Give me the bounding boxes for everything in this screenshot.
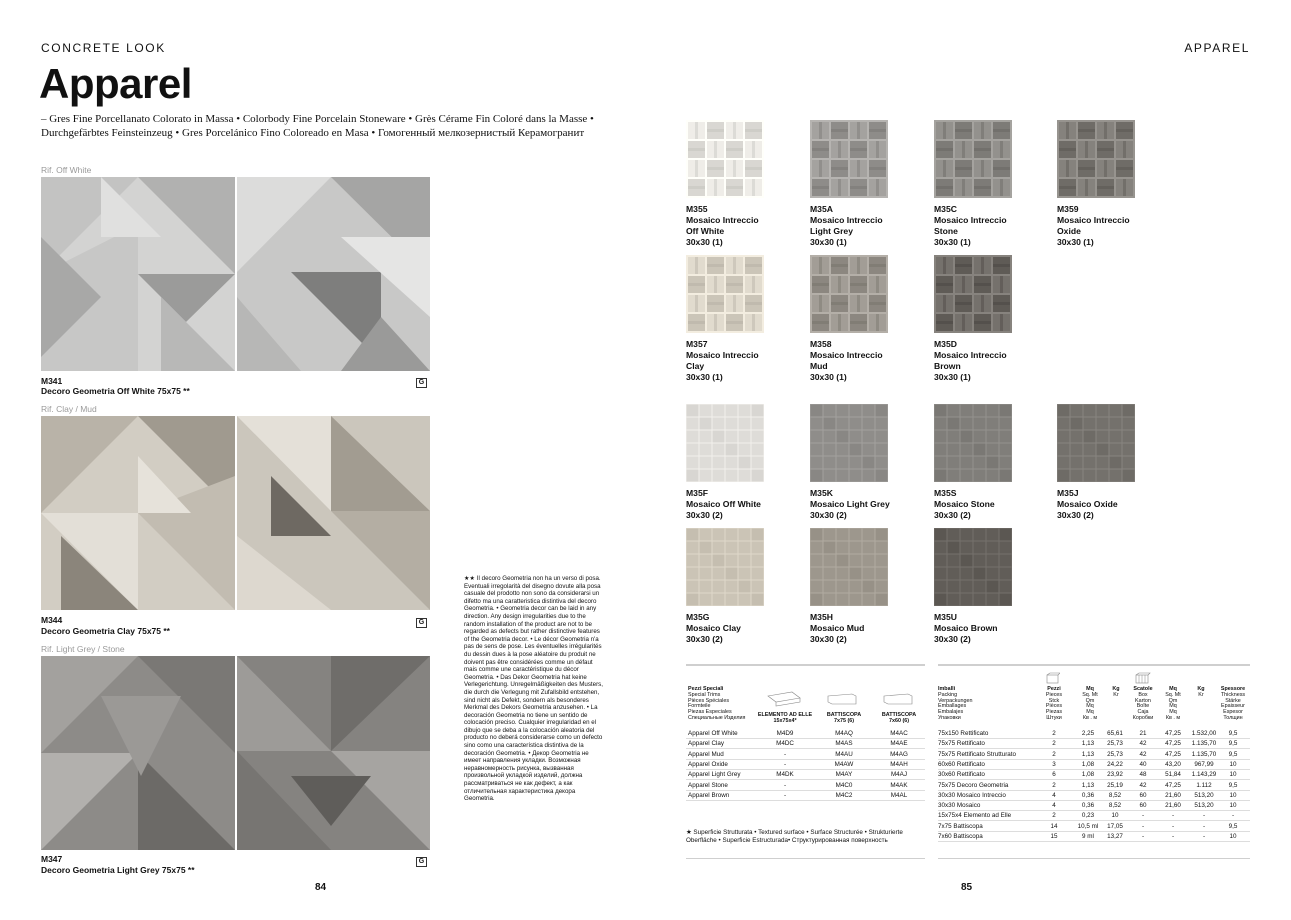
mosaic-label-l1: Mosaico Intreccio (810, 215, 883, 225)
table-cell: M4AJ (890, 771, 908, 779)
table-cell: 1.135,70 (1191, 750, 1217, 758)
table-cell: 10 (1229, 760, 1237, 768)
mosaic-label-l1: Mosaico Intreccio (1057, 215, 1130, 225)
table-row (938, 770, 1250, 780)
mosaic-label-l1: Mosaico Intreccio (934, 350, 1007, 360)
row-name: 75x75 Rettificato (938, 740, 985, 748)
table-cell: 10 (1229, 771, 1237, 779)
special-trims-header: Pezzi Speciali Special Trims Pièces Spéciales Formteile Piezas Especiales Специальные Изделия (688, 686, 746, 721)
table-cell: 60 (1139, 791, 1147, 799)
row-name: 75x75 Decoro Geometria (938, 781, 1009, 789)
decor-photo-clay (41, 416, 430, 610)
grid-mosaic-label-size: 30x30 (2) (1057, 510, 1094, 520)
packing-col-sub: Штуки (1046, 714, 1062, 721)
grid-mosaic-label (1057, 488, 1167, 521)
decor-name: Decoro Geometria Light Grey 75x75 ** (41, 865, 195, 875)
packing-col-header (1216, 687, 1250, 722)
table-cell: 1.135,70 (1191, 740, 1217, 748)
table-cell: 1,08 (1081, 760, 1095, 768)
packing-col-sub: Kг (1198, 691, 1204, 698)
grid-mosaic-label-l1: Mosaico Clay (686, 623, 741, 633)
table-row (938, 801, 1250, 811)
grid-mosaic-swatch (686, 404, 764, 482)
table-top-rule (938, 664, 1250, 666)
table-cell: 3 (1052, 760, 1056, 768)
table-row (686, 760, 925, 770)
grid-mosaic-label (810, 612, 920, 645)
table-cell: 9,5 (1228, 822, 1238, 830)
page-header-right: APPAREL (1184, 41, 1250, 55)
table-cell: 513,20 (1194, 791, 1214, 799)
table-cell: 10,5 ml (1077, 822, 1099, 830)
grid-mosaic-label-size: 30x30 (2) (934, 634, 971, 644)
mosaic-label (810, 204, 920, 248)
table-row (938, 781, 1250, 791)
table-cell: 1,13 (1081, 750, 1095, 758)
row-name: 7x60 Battiscopa (938, 833, 983, 840)
g-badge: G (416, 857, 427, 867)
mosaic-label (810, 339, 920, 383)
packing-col-sub: Stärke (1225, 697, 1241, 704)
table-cell: - (783, 791, 787, 799)
table-cell: 0,36 (1081, 802, 1095, 810)
grid-mosaic-label-size: 30x30 (2) (810, 634, 847, 644)
table-row (686, 791, 925, 801)
grid-mosaic-label-code: M35S (934, 488, 957, 498)
decor-photo-light-grey (41, 656, 430, 850)
row-name: 30x30 Mosaico Intreccio (938, 791, 1006, 799)
table-cell: 13,27 (1107, 833, 1123, 840)
table-cell: - (1202, 822, 1206, 830)
table-cell: M4AL (890, 791, 908, 799)
table-row (938, 832, 1250, 842)
page-number-right: 85 (961, 882, 973, 893)
table-cell: 4 (1052, 802, 1056, 810)
table-cell: 0,23 (1081, 812, 1095, 820)
table-cell: 6 (1052, 771, 1056, 779)
mosaic-swatch (810, 120, 888, 198)
packing-col-sub: Sq. Mt (1165, 691, 1181, 698)
table-cell: 24,22 (1107, 760, 1123, 768)
table-cell: 10 (1229, 833, 1237, 840)
reference-label: Rif. Off White (41, 165, 92, 175)
decor-code: M341 (41, 376, 63, 386)
table-row (686, 729, 925, 739)
row-name: 75x150 Rettificato (938, 730, 989, 737)
grid-mosaic-label-code: M35J (1057, 488, 1079, 498)
subtitle-line-2: Durchgefärbtes Feinsteinzeug • Gres Porcelánico Fino Coloreado en Masa • Гомогенный мелкозернистый Керамогранит (41, 127, 585, 139)
table-cell: 60 (1139, 802, 1147, 810)
packing-col-title: Mq (1169, 686, 1177, 692)
mosaic-label-l1: Mosaico Intreccio (686, 215, 759, 225)
packing-col-sub: Espesor (1223, 709, 1243, 716)
mosaic-label-l2: Oxide (1057, 226, 1081, 236)
mosaic-label (1057, 204, 1167, 248)
table-cell: - (783, 760, 787, 768)
table-cell: 47,25 (1165, 730, 1181, 737)
packing-col-header (1188, 687, 1214, 699)
grid-mosaic-label-l1: Mosaico Stone (934, 499, 995, 509)
packing-header: Imballi Packing Verpackungen Emballages Embalajes Упаковки (938, 686, 973, 721)
table-cell: - (1141, 822, 1145, 830)
table-cell: - (1171, 812, 1175, 820)
row-name: Apparel Clay (688, 740, 725, 748)
page-number-left: 84 (315, 882, 327, 893)
grid-mosaic-label (810, 488, 920, 521)
table-cell: - (1171, 833, 1175, 840)
table-row (938, 739, 1250, 749)
table-cell: 2 (1052, 812, 1056, 820)
table-cell: 9,5 (1228, 730, 1238, 737)
packing-col-sub: Кв . м (1165, 714, 1181, 721)
packing-col-sub: Karton (1135, 697, 1151, 704)
mosaic-swatch (686, 255, 764, 333)
table-cell: M4DK (776, 771, 794, 779)
table-cell: M4DC (776, 740, 794, 748)
table-cell: 47,25 (1165, 750, 1181, 758)
grid-mosaic-label (686, 612, 796, 645)
packing-col-sub: Mq (1169, 703, 1177, 710)
table-row (686, 770, 925, 780)
packing-col-sub: Piezas (1045, 709, 1063, 716)
row-name: 75x75 Rettificato Strutturato (938, 750, 1017, 758)
mosaic-label-code: M35D (934, 339, 957, 349)
col-skirting-75: BATTISCOPA (826, 712, 862, 718)
grid-mosaic-label (934, 488, 1044, 521)
table-cell: 25,73 (1107, 750, 1123, 758)
packing-col-title: Pezzi (1047, 686, 1061, 692)
grid-mosaic-label-code: M35K (810, 488, 833, 498)
table-top-rule (686, 664, 925, 666)
packing-col-title: Kg (1197, 686, 1205, 692)
mosaic-label-l2: Off White (686, 226, 725, 236)
grid-mosaic-label-l1: Mosaico Off White (686, 499, 761, 509)
grid-mosaic-label-code: M35G (686, 612, 710, 622)
table-row (938, 729, 1250, 739)
table-cell: 14 (1050, 822, 1058, 830)
mosaic-label (686, 339, 796, 383)
mosaic-label-size: 30x30 (1) (686, 237, 723, 247)
col-l-element-size: 15x75x4* (773, 718, 797, 724)
mosaic-label-l1: Mosaico Intreccio (934, 215, 1007, 225)
table-cell: 65,61 (1107, 730, 1123, 737)
table-cell: 42 (1139, 750, 1147, 758)
table-cell: M4AC (890, 730, 908, 737)
packing-col-sub: Mq (1086, 703, 1094, 710)
mosaic-label-code: M35A (810, 204, 833, 214)
mosaic-label (934, 204, 1044, 248)
mosaic-swatch (934, 255, 1012, 333)
table-cell: 21,60 (1165, 802, 1181, 810)
packing-col-title: Kg (1112, 686, 1120, 692)
page-title: Apparel (39, 60, 192, 107)
packing-col-sub: Box (1138, 691, 1148, 698)
mosaic-label (934, 339, 1044, 383)
table-row (686, 750, 925, 760)
table-cell: 2 (1052, 750, 1056, 758)
packing-col-sub: Толщин (1223, 714, 1243, 721)
table-cell: 25,73 (1107, 740, 1123, 748)
grid-mosaic-swatch (686, 528, 764, 606)
mosaic-label-size: 30x30 (1) (686, 372, 723, 382)
decor-code: M347 (41, 854, 63, 864)
grid-mosaic-label-l1: Mosaico Brown (934, 623, 998, 633)
table-cell: M4AW (834, 760, 854, 768)
grid-mosaic-label-l1: Mosaico Oxide (1057, 499, 1118, 509)
packing-col-title: Mq (1086, 686, 1094, 692)
box-icon (1135, 672, 1151, 684)
table-cell: - (783, 750, 787, 758)
packing-col-sub: Qm (1085, 697, 1095, 704)
row-name: Apparel Oxide (688, 760, 728, 768)
mosaic-label-size: 30x30 (1) (810, 372, 847, 382)
table-cell: 8,52 (1108, 791, 1122, 799)
grid-mosaic-label-l1: Mosaico Mud (810, 623, 865, 633)
mosaic-label-l2: Stone (934, 226, 958, 236)
table-cell: 47,25 (1165, 740, 1181, 748)
table-cell: M4AS (835, 740, 853, 748)
packing-col-sub: Stck (1048, 697, 1060, 704)
table-cell: - (1141, 812, 1145, 820)
table-cell: 2 (1052, 730, 1056, 737)
mosaic-label-size: 30x30 (1) (934, 237, 971, 247)
mosaic-label-size: 30x30 (1) (934, 372, 971, 382)
col-skirting-60: BATTISCOPA (881, 712, 917, 718)
packing-col-sub: Epaisseur (1221, 703, 1245, 710)
mosaic-swatch (1057, 120, 1135, 198)
table-cell: 0,36 (1081, 791, 1095, 799)
grid-mosaic-label-code: M35H (810, 612, 833, 622)
table-cell: M4C2 (835, 791, 853, 799)
packing-col-header (1130, 687, 1156, 722)
mosaic-label-l2: Light Grey (810, 226, 853, 236)
mosaic-swatch (810, 255, 888, 333)
row-name: Apparel Stone (688, 781, 728, 789)
mosaic-label-code: M359 (1057, 204, 1079, 214)
table-cell: - (1141, 833, 1145, 840)
grid-mosaic-label-code: M35U (934, 612, 957, 622)
mosaic-label-code: M355 (686, 204, 708, 214)
grid-mosaic-label-l1: Mosaico Light Grey (810, 499, 890, 509)
row-name: 30x60 Rettificato (938, 771, 985, 779)
packing-col-sub: Caja (1137, 709, 1149, 716)
table-cell: 1.112 (1196, 781, 1212, 789)
mosaic-label-l2: Mud (810, 361, 828, 371)
col-skirting-75-size: 7x75 (6) (833, 718, 855, 724)
table-cell: 8,52 (1108, 802, 1122, 810)
table-cell: 10 (1229, 802, 1237, 810)
table-cell: 15 (1050, 833, 1058, 840)
table-bottom-rule (686, 858, 925, 859)
table-cell: 42 (1139, 740, 1147, 748)
table-cell: 9 ml (1082, 833, 1094, 840)
packing-col-sub: Коробки (1132, 714, 1154, 721)
mosaic-label-code: M35C (934, 204, 957, 214)
table-cell: M4D9 (776, 730, 794, 737)
table-cell: 2,25 (1081, 730, 1095, 737)
table-cell: 4 (1052, 791, 1056, 799)
table-row (686, 781, 925, 791)
g-badge: G (416, 378, 427, 388)
g-badge: G (416, 618, 427, 628)
decor-name: Decoro Geometria Off White 75x75 ** (41, 386, 190, 396)
mosaic-label-l2: Brown (934, 361, 961, 371)
row-name: 15x75x4 Elemento ad Elle (938, 812, 1012, 820)
table-row (938, 750, 1250, 760)
col-l-element: ELEMENTO AD ELLE (757, 712, 813, 718)
table-row (938, 791, 1250, 801)
packing-col-sub: Mq (1169, 709, 1177, 716)
mosaic-swatch (934, 120, 1012, 198)
subtitle-line-1: – Gres Fine Porcellanato Colorato in Massa • Colorbody Fine Porcelain Stoneware • Grès Cérame Fin Coloré dans la Masse • (41, 113, 594, 125)
table-cell: 40 (1139, 760, 1147, 768)
mosaic-label-size: 30x30 (1) (810, 237, 847, 247)
col-skirting-60-size: 7x60 (6) (888, 718, 910, 724)
section-kicker: CONCRETE LOOK (41, 41, 166, 55)
packing-col-sub: Boîte (1136, 703, 1150, 710)
packing-col-sub: Thickness (1220, 691, 1246, 698)
table-cell: 2 (1052, 781, 1056, 789)
grid-mosaic-swatch (810, 404, 888, 482)
reference-label: Rif. Clay / Mud (41, 404, 97, 414)
row-name: Apparel Light Grey (688, 771, 741, 779)
table-row (686, 739, 925, 749)
row-name: 7x75 Battiscopa (938, 822, 983, 830)
row-name: Apparel Mud (688, 750, 724, 758)
table-cell: M4AU (835, 750, 853, 758)
table-cell: M4AH (890, 760, 908, 768)
packing-col-header (1078, 687, 1102, 722)
table-cell: 10 (1229, 791, 1237, 799)
packing-col-header (1160, 687, 1186, 722)
table-cell: M4C0 (835, 781, 853, 789)
packing-col-title: Spessore (1220, 686, 1246, 692)
subtitle (41, 112, 621, 140)
decor-photo-off-white (41, 177, 430, 371)
reference-label: Rif. Light Grey / Stone (41, 644, 125, 654)
table-cell: 1,13 (1081, 740, 1095, 748)
table-cell: M4AK (890, 781, 908, 789)
packing-col-sub: Pièces (1045, 703, 1063, 710)
packing-col-sub: Кв . м (1082, 714, 1098, 721)
mosaic-label-code: M358 (810, 339, 832, 349)
table-row (938, 811, 1250, 821)
row-name: Apparel Off White (688, 730, 738, 737)
grid-mosaic-label-size: 30x30 (2) (686, 510, 723, 520)
table-cell: - (1231, 812, 1235, 820)
table-cell: 2 (1052, 740, 1056, 748)
table-cell: M4AG (890, 750, 908, 758)
table-cell: 43,20 (1165, 760, 1181, 768)
skirting-icon (882, 692, 914, 706)
table-cell: 1.532,00 (1191, 730, 1217, 737)
table-cell: - (1202, 833, 1206, 840)
mosaic-label (686, 204, 796, 248)
decor-name: Decoro Geometria Clay 75x75 ** (41, 626, 170, 636)
table-cell: M4AE (890, 740, 908, 748)
table-cell: 47,25 (1165, 781, 1181, 789)
table-cell: 9,5 (1228, 750, 1238, 758)
mosaic-label-l1: Mosaico Intreccio (810, 350, 883, 360)
table-cell: 21,60 (1165, 791, 1181, 799)
grid-mosaic-label-code: M35F (686, 488, 708, 498)
packing-col-sub: Kг (1113, 691, 1119, 698)
table-cell: 9,5 (1228, 781, 1238, 789)
mosaic-label-code: M357 (686, 339, 708, 349)
grid-mosaic-swatch (1057, 404, 1135, 482)
row-name: 30x30 Mosaico (938, 802, 981, 810)
table-cell: 10 (1111, 812, 1119, 820)
table-cell: 25,19 (1107, 781, 1123, 789)
table-cell: 23,92 (1107, 771, 1123, 779)
table-row (938, 760, 1250, 770)
table-cell: 51,84 (1165, 771, 1181, 779)
packing-col-sub: Pieces (1045, 691, 1063, 698)
grid-mosaic-swatch (934, 528, 1012, 606)
mosaic-label-size: 30x30 (1) (1057, 237, 1094, 247)
table-cell: 42 (1139, 781, 1147, 789)
table-cell: 48 (1139, 771, 1147, 779)
skirting-icon (826, 692, 858, 706)
mosaic-label-l1: Mosaico Intreccio (686, 350, 759, 360)
grid-mosaic-label (686, 488, 796, 521)
special-trims-footnote: ★ Superficie Strutturata • Textured surface • Surface Structurée • Strukturierte Oberfläche • Superficie Estructurada• Структурированная поверхность (686, 829, 903, 844)
table-cell: 1,13 (1081, 781, 1095, 789)
table-cell: 967,99 (1194, 760, 1214, 768)
packing-col-sub: Mq (1086, 709, 1094, 716)
table-cell: - (783, 781, 787, 789)
table-cell: - (1171, 822, 1175, 830)
piece-icon (1046, 672, 1060, 684)
packing-col-title: Scatole (1133, 686, 1153, 692)
grid-mosaic-label-size: 30x30 (2) (686, 634, 723, 644)
grid-mosaic-label-size: 30x30 (2) (810, 510, 847, 520)
grid-mosaic-label (934, 612, 1044, 645)
table-row (938, 822, 1250, 832)
geometria-note: ★★ Il decoro Geometria non ha un verso di posa. Eventuali irregolarità del disegno dovute alla posa casuale del prodotto non sono da considerarsi un difetto ma una caratteristica distintiva del decoro Geometria. • Geometria decor can be laid in any direction. Any design irregularities due to the random installation of the product are not to be regarded as defects but rather distinctive features of the Geometria decor. • Le décor Geometria n'a pas de sens de pose. Les éventuelles irrégularités du dessin dues à la pose aléatoire du produit ne doivent pas être considérées comme un défaut mais comme une caractéristique du décor Geometria. • Das Dekor Geometria hat keine Verlegerichtung. Unregelmäßigkeiten des Musters, die durch die Verlegung mit Zufallsbild entstehen, sind nicht als Defekt, sondern als besonderes Merkmal des Dekors Geometria anzusehen. • La decoración Geometria no tiene un sentido de colocación preciso. Cualquier irregularidad en el dibujo que se deba a la colocación aleatoria del producto no deberá considerarse como un defecto sino como una característica distintiva de la decoración Geometria. • Декор Geometria не имеет направления укладки. Возможная неравномерность рисунка, вызванная произвольной укладкой изделий, должна рассматриваться не как дефект, а как отличительная характеристика декора Geometria. (464, 575, 603, 803)
table-cell: 513,20 (1194, 802, 1214, 810)
packing-table (938, 672, 1250, 862)
l-element-icon (766, 688, 802, 708)
table-cell: M4AY (835, 771, 853, 779)
packing-col-header (1105, 687, 1127, 699)
grid-mosaic-label-size: 30x30 (2) (934, 510, 971, 520)
table-cell: 1,08 (1081, 771, 1095, 779)
decor-code: M344 (41, 615, 63, 625)
table-cell: 1.143,29 (1191, 771, 1217, 779)
table-bottom-rule (938, 858, 1250, 859)
table-cell: - (1202, 812, 1206, 820)
row-name: 60x60 Rettificato (938, 760, 985, 768)
mosaic-swatch (686, 120, 764, 198)
mosaic-label-l2: Clay (686, 361, 705, 371)
grid-mosaic-swatch (934, 404, 1012, 482)
table-cell: M4AQ (835, 730, 853, 737)
table-cell: 17,05 (1107, 822, 1123, 830)
row-name: Apparel Brown (688, 791, 730, 799)
packing-col-header (1041, 687, 1067, 722)
packing-col-sub: Sq. Mt (1082, 691, 1098, 698)
table-cell: 9,5 (1228, 740, 1238, 748)
grid-mosaic-swatch (810, 528, 888, 606)
packing-col-sub: Qm (1168, 697, 1178, 704)
table-cell: 21 (1139, 730, 1147, 737)
